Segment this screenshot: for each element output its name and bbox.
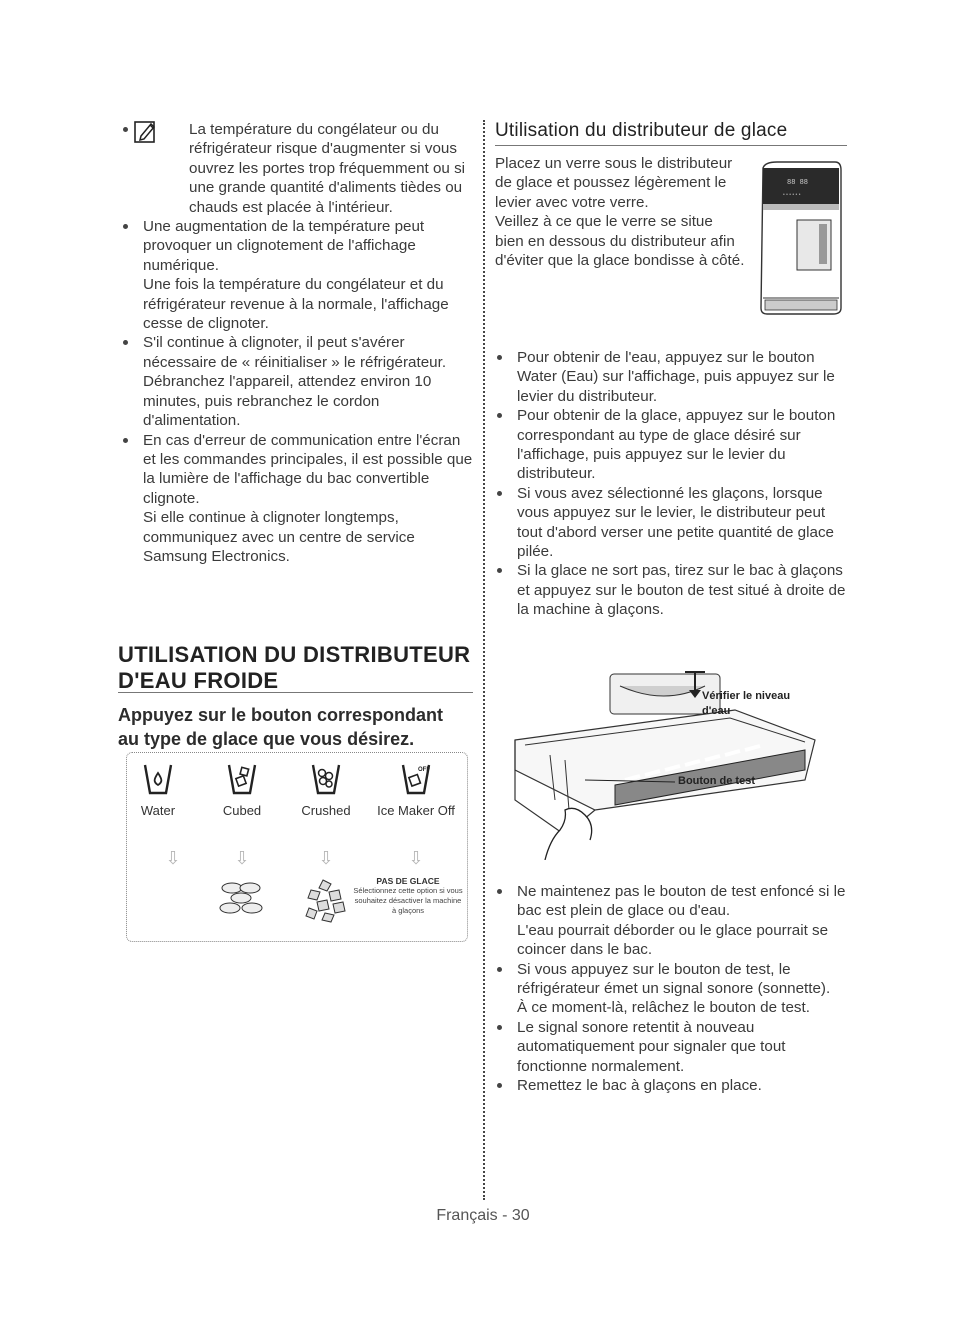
- ice-bullet: Si la glace ne sort pas, tirez sur le bac à glaçons et appuyez sur le bouton de test situé à droite de la machine à glaçons.: [492, 561, 850, 619]
- ice-bullets-2: [492, 882, 850, 1095]
- note-subpara: Débranchez l'appareil, attendez environ 10 minutes, puis rebranchez le cordon d'alimentation.: [143, 373, 432, 430]
- crushed-ice-illustration: [303, 878, 353, 923]
- note-subpara: Une fois la température du congélateur et du réfrigérateur revenue à la normale, l'affichage cesse de clignoter.: [143, 276, 449, 333]
- ice-bullet: Si vous avez sélectionné les glaçons, lorsque vous appuyez sur le levier, le distributeur peut tout d'abord verser une petite quantité de glace pilée.: [492, 484, 850, 562]
- figure-label-test-button: Bouton de test: [678, 775, 755, 787]
- ice-intro-1: Placez un verre sous le distributeur de glace et poussez légèrement le levier avec votre verre.: [495, 155, 733, 211]
- ice-intro-2: Veillez à ce que le verre se situe bien en dessous du distributeur afin d'éviter que la glace bondisse à côté.: [495, 213, 745, 270]
- svg-text:• • • • • •: • • • • • •: [783, 192, 801, 198]
- ice-bullet-2-subpara: L'eau pourrait déborder ou le glace pourrait se coincer dans le bac.: [517, 921, 829, 959]
- option-cubed: [202, 762, 282, 818]
- ice-bullet: Pour obtenir de l'eau, appuyez sur le bouton Water (Eau) sur l'affichage, puis appuyez sur le levier du distributeur.: [492, 348, 850, 406]
- water-glass-icon: [140, 762, 176, 796]
- pas-de-glace-title: PAS DE GLACE: [376, 876, 440, 886]
- note-bullet: [118, 120, 474, 217]
- ice-title-text: Utilisation du distributeur de glace: [495, 120, 788, 141]
- option-water: [118, 762, 198, 818]
- note-list: [118, 120, 474, 566]
- option-ice-maker-off: [376, 762, 456, 818]
- ice-bullet-2-text: Ne maintenez pas le bouton de test enfoncé si le bac est plein de glace ou d'eau.: [517, 883, 846, 920]
- arrow-down-icon: ⇩: [234, 848, 250, 868]
- pas-de-glace-text: Sélectionnez cette option si vous souhaitez désactiver la machine à glaçons: [353, 886, 463, 915]
- note-bullet-text: S'il continue à clignoter, il peut s'avérer nécessaire de « réinitialiser » le réfrigérateur.: [143, 334, 447, 371]
- note-bullet-text: En cas d'erreur de communication entre l'écran et les commandes principales, il est possible que la lumière de l'affichage du bac convertible clignote.: [143, 431, 473, 507]
- ice-maker-off-icon: [398, 762, 434, 796]
- ice-bullet-2: [492, 960, 850, 1018]
- option-crushed: [286, 762, 366, 818]
- ice-bullet-2: Remettez le bac à glaçons en place.: [492, 1076, 850, 1095]
- water-subtitle-text: Appuyez sur le bouton correspondant au type de glace que vous désirez.: [118, 705, 444, 749]
- ice-bullets-1: [492, 348, 850, 620]
- off-badge: OFF: [418, 767, 430, 773]
- water-title-line2: D'EAU FROIDE: [118, 668, 279, 693]
- option-label-ice-maker-off: Ice Maker Off: [377, 803, 455, 818]
- column-divider: [483, 120, 485, 1200]
- ice-bullet: Pour obtenir de la glace, appuyez sur le bouton correspondant au type de glace désiré sur l'affichage, puis appuyez sur le levier du distributeur.: [492, 406, 850, 484]
- ice-bullet-2: Le signal sonore retentit à nouveau automatiquement pour signaler que tout fonctionne normalement.: [492, 1018, 850, 1076]
- note-bullet: [118, 333, 474, 430]
- page-footer: Français - 30: [436, 1207, 530, 1224]
- water-subtitle: [118, 703, 468, 751]
- ice-bullet-2: [492, 882, 850, 960]
- note-bullet: [118, 217, 474, 333]
- cubed-ice-glass-icon: [224, 762, 260, 796]
- note-bullet: [118, 431, 474, 567]
- ice-cubes-illustration: [218, 880, 268, 920]
- arrow-down-icon: ⇩: [408, 848, 424, 868]
- arrow-down-icon: ⇩: [165, 848, 181, 868]
- arrow-down-icon: ⇩: [318, 848, 334, 868]
- option-label-water: Water: [140, 803, 176, 818]
- ice-section-title: [495, 120, 847, 142]
- water-title-line1: UTILISATION DU DISTRIBUTEUR: [118, 642, 471, 667]
- crushed-ice-glass-icon: [308, 762, 344, 796]
- note-subpara: Si elle continue à clignoter longtemps, communiquez avec un centre de service Samsung Electronics.: [143, 509, 415, 565]
- dispenser-illustration: [757, 160, 843, 316]
- ice-title-rule: [495, 145, 847, 146]
- note-bullet-text: Une augmentation de la température peut provoquer un clignotement de l'affichage numérique.: [143, 218, 425, 274]
- pas-de-glace-note: [352, 876, 464, 916]
- option-label-cubed: Cubed: [222, 803, 262, 818]
- water-title-rule: [118, 692, 473, 693]
- note-bullet-text: La température du congélateur ou du réfrigérateur risque d'augmenter si vous ouvrez les portes trop fréquemment ou si une grande quantité d'aliments tièdes ou chauds est placée à l'intérieur.: [189, 121, 466, 216]
- option-label-crushed: Crushed: [301, 803, 351, 818]
- svg-text:88 88: 88 88: [787, 179, 809, 187]
- water-section-title: [118, 642, 474, 694]
- figure-label-check-water: Vérifier le niveau d'eau: [702, 690, 791, 717]
- ice-bullet-2-subpara: À ce moment-là, relâchez le bouton de test.: [517, 999, 810, 1017]
- ice-intro: [495, 154, 745, 270]
- ice-bullet-2-text: Si vous appuyez sur le bouton de test, le réfrigérateur émet un signal sonore (sonnette).: [517, 960, 831, 998]
